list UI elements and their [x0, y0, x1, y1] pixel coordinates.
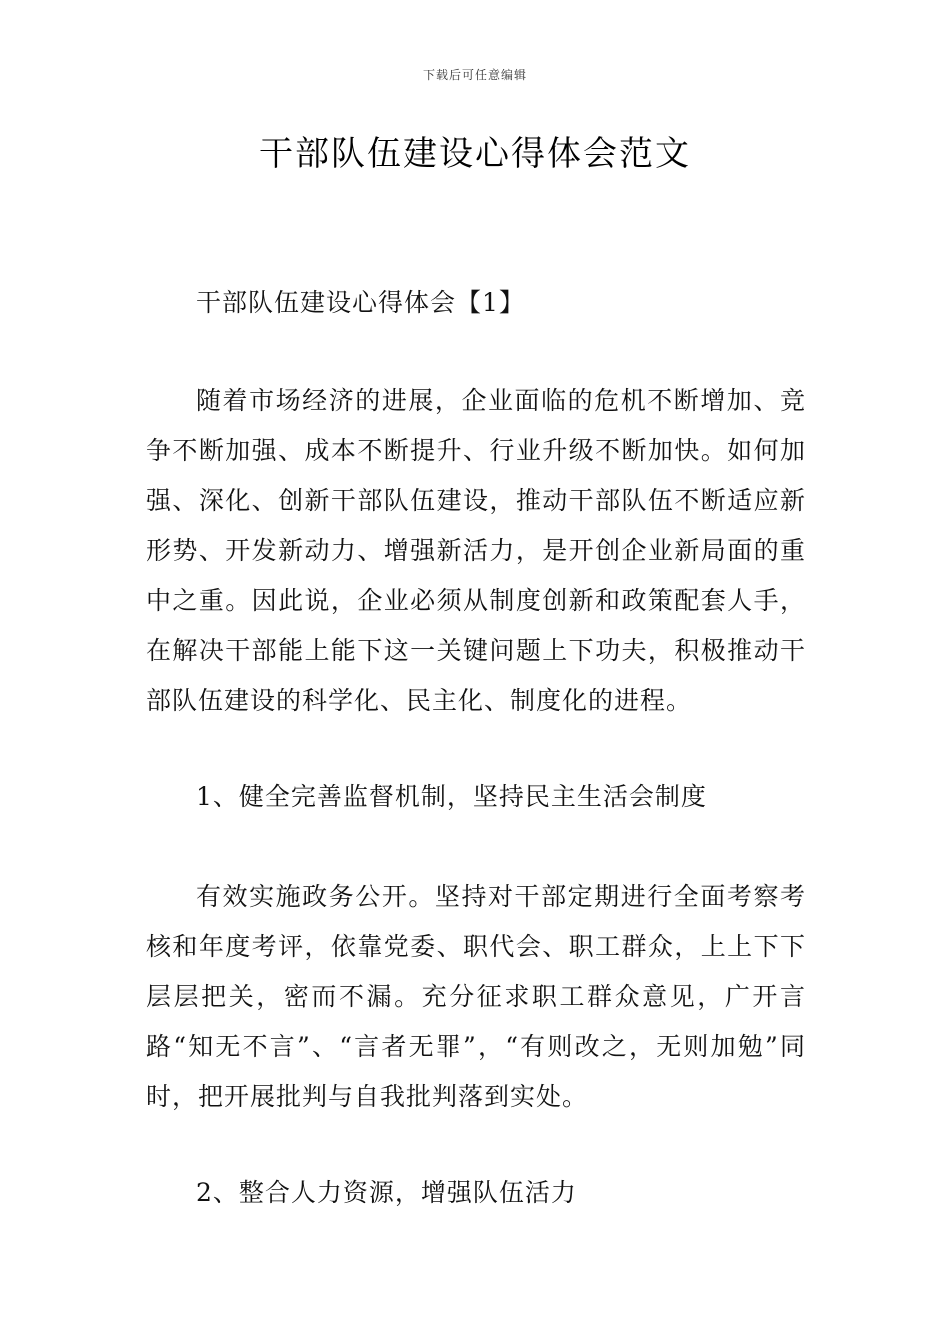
document-title: 干部队伍建设心得体会范文: [259, 134, 691, 174]
point1-heading: 1、健全完善监督机制，坚持民主生活会制度: [196, 782, 707, 811]
point1-paragraph: 有效实施政务公开。坚持对干部定期进行全面考察考核和年度考评，依靠党委、职代会、职工群众，上上下下层层把关，密而不漏。充分征求职工群众意见，广开言路“知无不言”、“言者无罪”，“有则改之，无则加勉”同时，把开展批判与自我批判落到实处。: [146, 882, 806, 1111]
header-note: 下载后可任意编辑: [422, 68, 527, 82]
point2-heading: 2、整合人力资源，增强队伍活力: [196, 1178, 577, 1207]
intro-paragraph: 随着市场经济的进展，企业面临的危机不断增加、竞争不断加强、成本不断提升、行业升级不断加快。如何加强、深化、创新干部队伍建设，推动干部队伍不断适应新形势、开发新动力、增强新活力，是开创企业新局面的重中之重。因此说，企业必须从制度创新和政策配套人手，在解决干部能上能下这一关键问题上下功夫，积极推动干部队伍建设的科学化、民主化、制度化的进程。: [146, 386, 806, 715]
section-heading: 干部队伍建设心得体会【1】: [196, 288, 525, 317]
